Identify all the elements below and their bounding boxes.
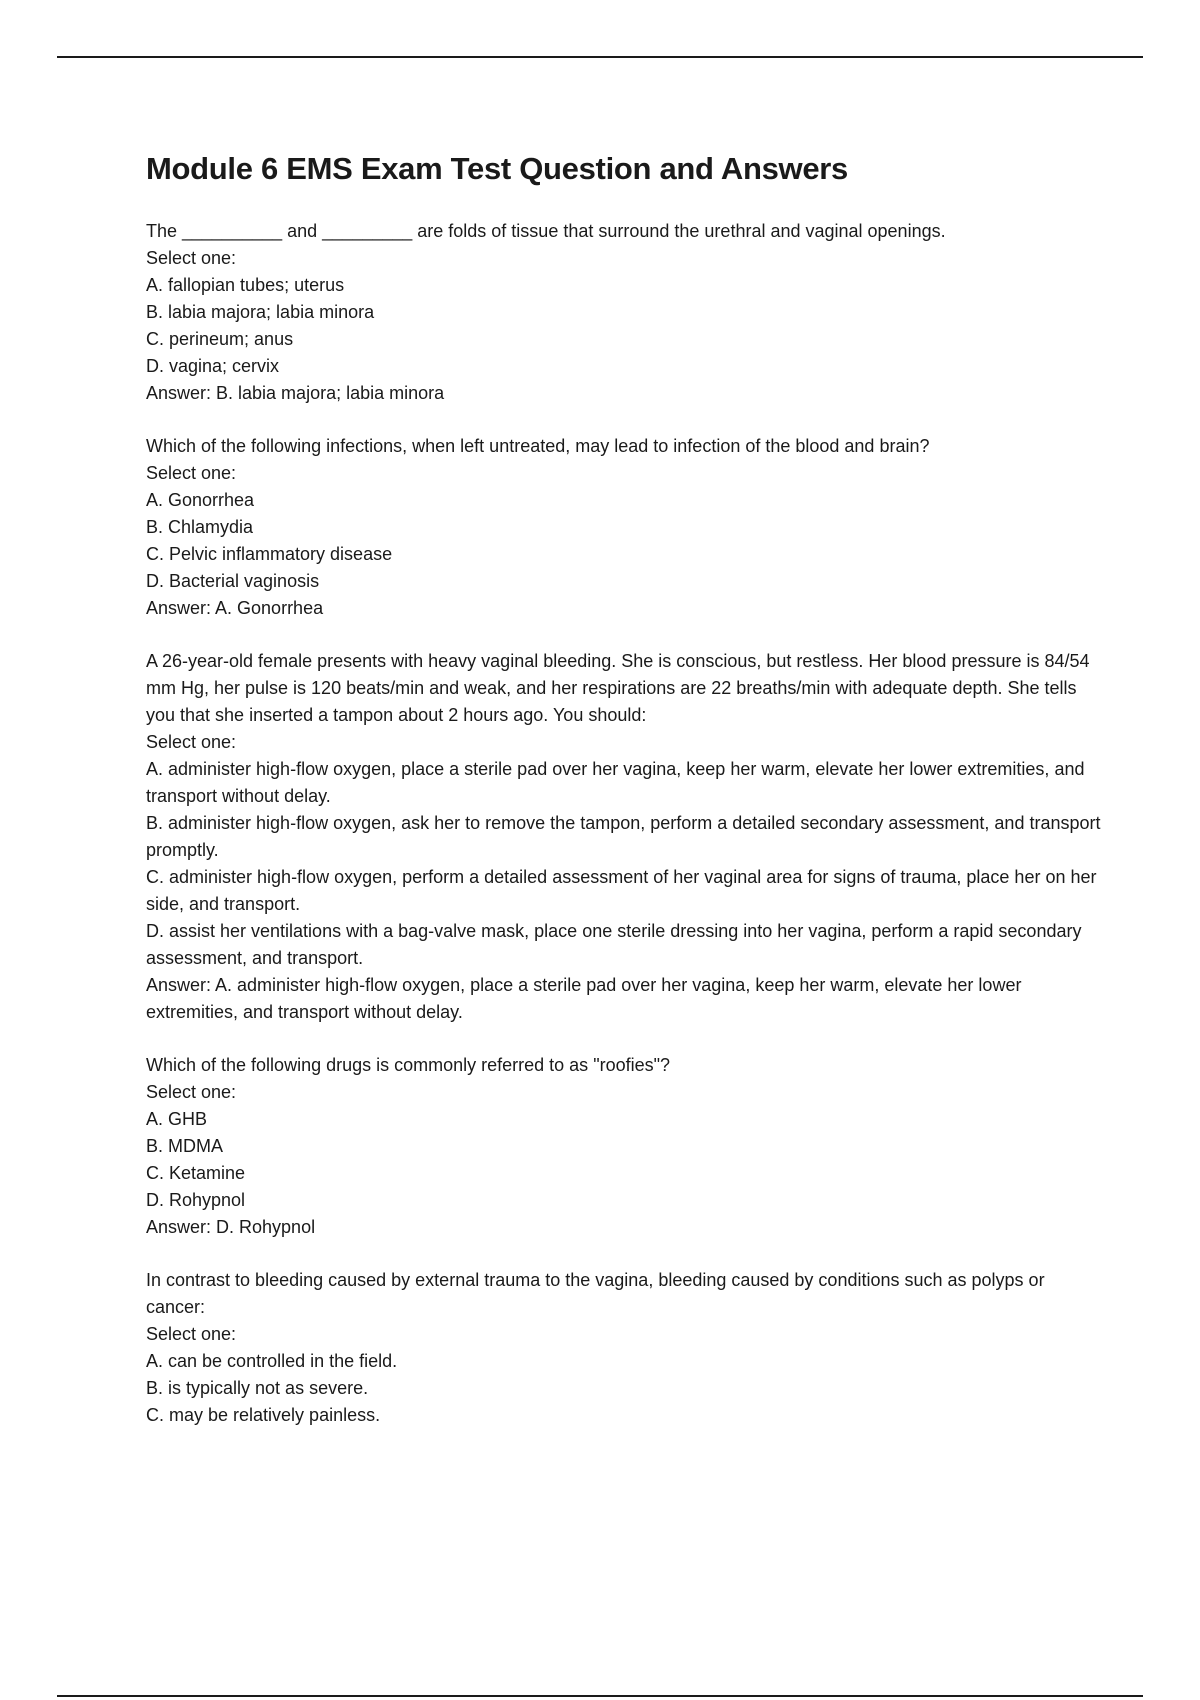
answer-option: C. Ketamine — [146, 1163, 246, 1183]
top-rule — [57, 56, 1143, 58]
answer-option: B. Chlamydia — [146, 517, 254, 537]
question-block — [146, 433, 1106, 622]
correct-answer: Answer: A. Gonorrhea — [146, 598, 324, 618]
question-prompt: The __________ and _________ are folds of tissue that surround the urethral and vaginal openings. — [146, 221, 946, 241]
answer-option: B. labia majora; labia minora — [146, 302, 375, 322]
bottom-rule — [57, 1695, 1143, 1697]
answer-option: D. Bacterial vaginosis — [146, 571, 320, 591]
question-block — [146, 218, 1106, 407]
question-block — [146, 1052, 1106, 1241]
question-prompt: Which of the following drugs is commonly referred to as "roofies"? — [146, 1055, 671, 1075]
select-instruction: Select one: — [146, 732, 237, 752]
select-instruction: Select one: — [146, 1324, 237, 1344]
question-prompt: Which of the following infections, when left untreated, may lead to infection of the blood and brain? — [146, 436, 930, 456]
answer-option: D. assist her ventilations with a bag-valve mask, place one sterile dressing into her vagina, perform a rapid secondary assessment, and transport. — [146, 921, 1082, 968]
answer-option: A. administer high-flow oxygen, place a sterile pad over her vagina, keep her warm, elevate her lower extremities, and transport without delay. — [146, 759, 1085, 806]
answer-option: D. vagina; cervix — [146, 356, 280, 376]
answer-option: C. may be relatively painless. — [146, 1405, 381, 1425]
question-prompt: In contrast to bleeding caused by external trauma to the vagina, bleeding caused by conditions such as polyps or cancer: — [146, 1270, 1045, 1317]
select-instruction: Select one: — [146, 463, 237, 483]
answer-option: B. MDMA — [146, 1136, 224, 1156]
select-instruction: Select one: — [146, 1082, 237, 1102]
question-prompt: A 26-year-old female presents with heavy vaginal bleeding. She is conscious, but restless. Her blood pressure is 84/54 mm Hg, her pulse is 120 beats/min and weak, and her respirations are 22 breaths/min with adequate depth. She tells you that she inserted a tampon about 2 hours ago. You should: — [146, 651, 1090, 725]
page-title: Module 6 EMS Exam Test Question and Answers — [146, 151, 848, 186]
answer-option: C. perineum; anus — [146, 329, 294, 349]
question-block — [146, 648, 1106, 1026]
answer-option: D. Rohypnol — [146, 1190, 246, 1210]
answer-option: A. can be controlled in the field. — [146, 1351, 398, 1371]
correct-answer: Answer: B. labia majora; labia minora — [146, 383, 445, 403]
question-block — [146, 1267, 1106, 1429]
correct-answer: Answer: D. Rohypnol — [146, 1217, 316, 1237]
answer-option: C. administer high-flow oxygen, perform a detailed assessment of her vaginal area for signs of trauma, place her on her side, and transport. — [146, 867, 1097, 914]
answer-option: A. fallopian tubes; uterus — [146, 275, 345, 295]
correct-answer: Answer: A. administer high-flow oxygen, place a sterile pad over her vagina, keep her warm, elevate her lower extremities, and transport without delay. — [146, 975, 1022, 1022]
document-body — [146, 146, 1106, 1455]
answer-option: A. Gonorrhea — [146, 490, 255, 510]
select-instruction: Select one: — [146, 248, 237, 268]
answer-option: C. Pelvic inflammatory disease — [146, 544, 393, 564]
answer-option: A. GHB — [146, 1109, 208, 1129]
answer-option: B. administer high-flow oxygen, ask her to remove the tampon, perform a detailed secondary assessment, and transport promptly. — [146, 813, 1101, 860]
answer-option: B. is typically not as severe. — [146, 1378, 369, 1398]
